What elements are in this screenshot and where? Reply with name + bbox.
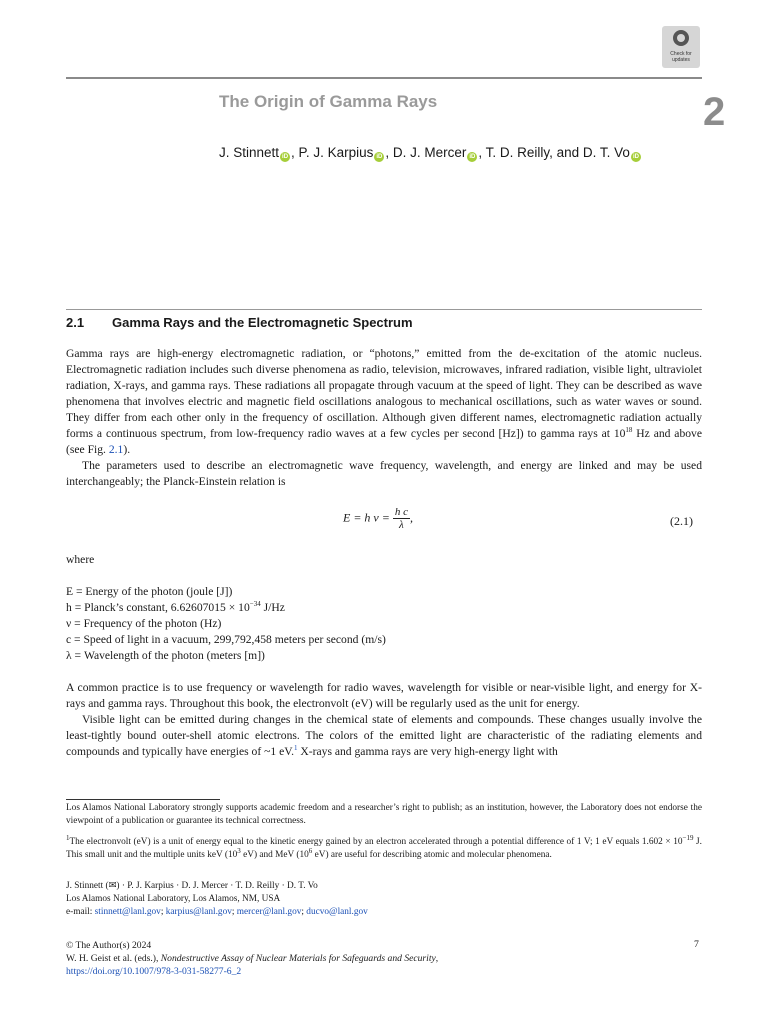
equation-lhs: E = h ν = — [343, 510, 393, 525]
copyright-block — [66, 939, 702, 978]
orcid-icon[interactable]: iD — [376, 154, 383, 160]
section-title: Gamma Rays and the Electromagnetic Spectrum — [112, 315, 413, 330]
affiliation-emails: e-mail: stinnett@lanl.gov; karpius@lanl.gov; mercer@lanl.gov; ducvo@lanl.gov — [66, 907, 368, 917]
badge-line1: Check for — [670, 51, 692, 57]
author-name: J. Stinnett — [219, 145, 280, 160]
equation-fraction — [393, 506, 410, 531]
citation-line: W. H. Geist et al. (eds.), Nondestructive Assay of Nuclear Materials for Safeguards and Security, — [66, 953, 439, 964]
envelope-icon[interactable]: ✉ — [108, 881, 117, 891]
footnote-rule — [66, 799, 220, 800]
figure-link[interactable]: 2.1 — [108, 443, 124, 456]
section-number: 2.1 — [66, 315, 85, 330]
footnote-ref[interactable]: 1 — [294, 744, 298, 753]
footnote-1: $^1$The electronvolt (eV) is a unit of energy equal to the kinetic energy gained by an electron accelerated through a potential difference of 1 V; 1 eV equals $1.602 \times 10^{-19}$ J. This small unit and the multiple units keV ($10^3$ eV) and MeV ($10^6$ eV) are useful for describing atomic and molecular phenomena. — [66, 833, 702, 860]
body-block-2 — [66, 680, 702, 760]
orcid-icon[interactable]: iD — [469, 154, 476, 160]
affiliation-institution: Los Alamos National Laboratory, Los Alamos, NM, USA — [66, 894, 281, 904]
chapter-number: 2 — [703, 90, 726, 134]
orcid-icon[interactable]: iD — [632, 154, 639, 160]
check-for-updates-badge[interactable] — [662, 26, 700, 68]
body-block-1 — [66, 346, 702, 490]
footnote-lanl: Los Alamos National Laboratory strongly supports academic freedom and a researcher’s right to publish; as an institution, however, the Laboratory does not endorse the viewpoint of a publication or guarantee its technical correctness. — [66, 803, 702, 826]
page-number: 7 — [694, 939, 699, 950]
top-rule — [66, 77, 702, 79]
definition-e: E = Energy of the photon (joule [J]) — [66, 585, 233, 598]
paragraph-4: Visible light can be emitted during changes in the chemical state of elements and compounds. These changes usually involve the least-tightly bound outer-shell atomic electrons. The colors of the emitted light are characteristic of the radiating elements and compounds and typically have energies of ~1 eV.$^1$ X-rays and gamma rays are very high-energy light with — [66, 713, 702, 758]
paragraph-2: The parameters used to describe an electromagnetic wave frequency, wavelength, and energy are linked and may be used interchangeably; the Planck-Einstein relation is — [66, 459, 702, 488]
fraction-numerator: h c — [394, 506, 408, 518]
email-link[interactable]: mercer@lanl.gov — [236, 907, 302, 917]
copyright-line: © The Author(s) 2024 — [66, 940, 152, 951]
doi-link[interactable]: https://doi.org/10.1007/978-3-031-58277-6_2 — [66, 966, 242, 977]
definition-h: h = Planck’s constant, $6.62607015 \times 10^{-34}$ J/Hz — [66, 600, 285, 614]
email-link[interactable]: karpius@lanl.gov — [165, 907, 232, 917]
definition-list — [66, 584, 702, 664]
planck-einstein-equation: E = h ν = $\frac{\text{h c}}{\lambda}$ , — [343, 506, 413, 531]
author-list — [219, 145, 642, 162]
paragraph-3: A common practice is to use frequency or wavelength for radio waves, wavelength for visible or near-visible light, and energy for X-rays and gamma rays. Throughout this book, the electronvolt (eV) will be regularly used as the unit for energy. — [66, 681, 702, 710]
author-name: , T. D. Reilly, and D. T. Vo — [478, 145, 630, 160]
email-link[interactable]: ducvo@lanl.gov — [306, 907, 368, 917]
check-updates-icon — [673, 30, 689, 46]
affiliation-names: J. Stinnett (✉) · P. J. Karpius · D. J. Mercer · T. D. Reilly · D. T. Vo — [66, 881, 318, 891]
chapter-title: The Origin of Gamma Rays — [219, 92, 438, 111]
author-name: , D. J. Mercer — [385, 145, 467, 160]
author-name: , P. J. Karpius — [291, 145, 374, 160]
definition-lambda: λ = Wavelength of the photon (meters [m]) — [66, 649, 265, 662]
section-heading — [66, 315, 413, 330]
orcid-icon[interactable]: iD — [282, 154, 289, 160]
where-text: where — [66, 553, 95, 566]
section-rule — [66, 309, 702, 310]
badge-line2: updates — [672, 57, 690, 63]
equation-label: (2.1) — [670, 514, 693, 528]
affiliation-block — [66, 880, 702, 919]
definition-c: c = Speed of light in a vacuum, 299,792,458 meters per second (m/s) — [66, 633, 386, 646]
definition-nu: ν = Frequency of the photon (Hz) — [66, 617, 222, 630]
email-link[interactable]: stinnett@lanl.gov — [94, 907, 161, 917]
fraction-denominator: λ — [399, 519, 404, 531]
paragraph-1: Gamma rays are high-energy electromagnetic radiation, or “photons,” emitted from the de-excitation of the atomic nucleus. Electromagnetic radiation includes such diverse phenomena as radio, television, microwaves, infrared radiation, visible light, ultraviolet radiation, X-rays, and gamma rays. These radiations all propagate through vacuum at the speed of light. They can be described as wave phenomena that involves electric and magnetic field oscillations analogous to mechanical oscillations, such as water waves or sound. They differ from each other only in the frequency of oscillation. Although given different names, electromagnetic radiation actually forms a continuous spectrum, from low-frequency radio waves at a few cycles per second [Hz]) to gamma rays at $10^{18}$ Hz and above (see Fig. 2.1). — [66, 347, 702, 456]
